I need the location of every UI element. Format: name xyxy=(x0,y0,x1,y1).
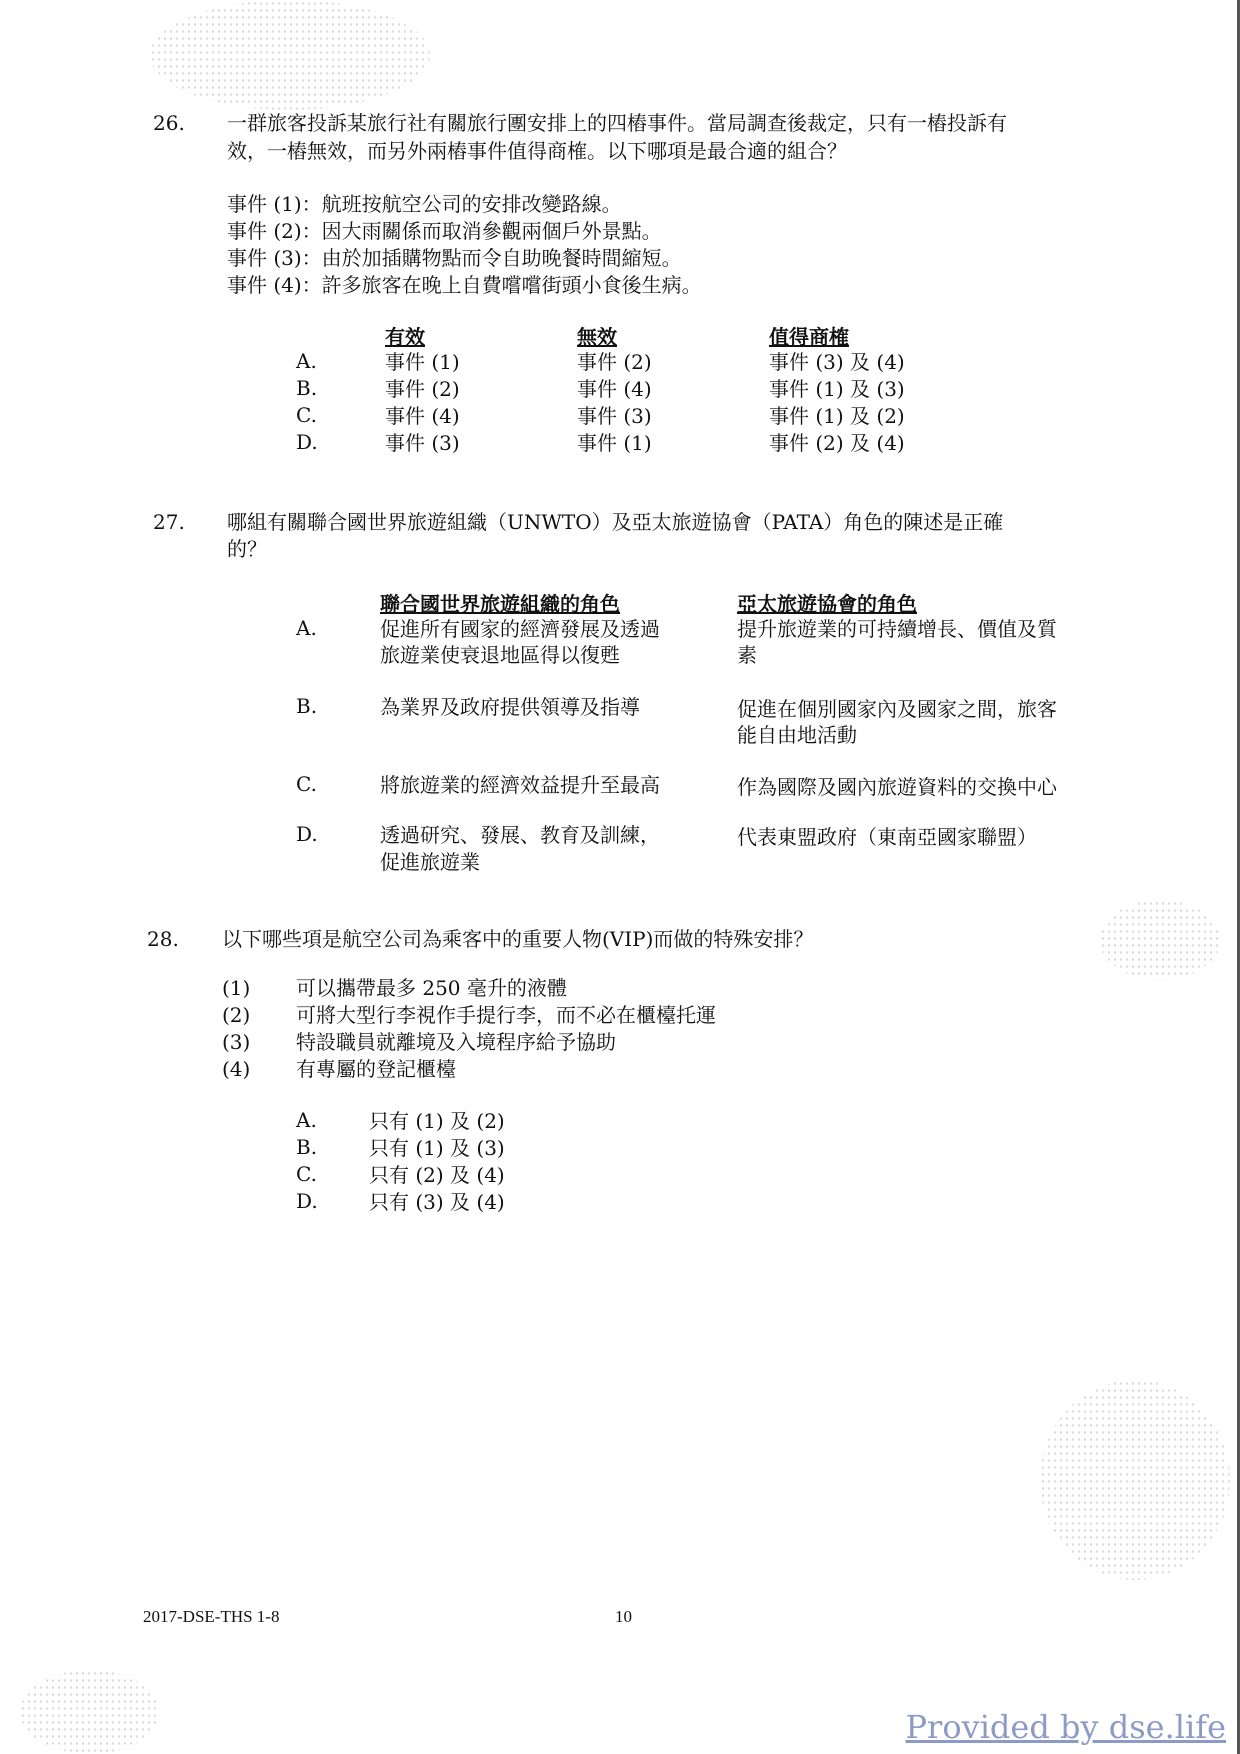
paper-code: 2017-DSE-THS 1-8 xyxy=(143,1607,280,1626)
question-28-number: 28. xyxy=(147,927,179,951)
option-letter: D. xyxy=(296,1189,318,1213)
option-letter: C. xyxy=(296,1162,317,1186)
option-pata-line: 作為國際及國內旅遊資料的交換中心 xyxy=(737,775,1057,799)
statement-text: 可將大型行李視作手提行李，而不必在櫃檯托運 xyxy=(296,1003,716,1027)
header-valid: 有效 xyxy=(385,325,425,349)
option-letter: B. xyxy=(296,1135,318,1159)
statement-text: 特設職員就離境及入境程序給予協助 xyxy=(296,1030,616,1054)
question-26-number: 26. xyxy=(153,111,185,135)
option-valid: 事件 (2) xyxy=(385,377,460,401)
option-text: 只有 (3) 及 (4) xyxy=(369,1190,505,1214)
option-invalid: 事件 (2) xyxy=(577,350,652,374)
event-1: 事件 (1)：航班按航空公司的安排改變路線。 xyxy=(227,192,622,216)
option-invalid: 事件 (4) xyxy=(577,377,652,401)
option-debatable: 事件 (2) 及 (4) xyxy=(769,431,905,455)
option-pata-line: 促進在個別國家內及國家之間，旅客 xyxy=(737,697,1057,721)
question-27-number: 27. xyxy=(153,510,185,534)
option-letter: D. xyxy=(296,430,318,454)
option-letter: A. xyxy=(296,349,317,373)
option-unwto-line: 透過研究、發展、教育及訓練， xyxy=(380,823,660,847)
option-letter: A. xyxy=(296,616,317,640)
statement-number: (1) xyxy=(222,976,251,1000)
option-pata-line: 能自由地活動 xyxy=(737,723,857,747)
page-number: 10 xyxy=(615,1607,632,1626)
question-28-stem: 以下哪些項是航空公司為乘客中的重要人物(VIP)而做的特殊安排？ xyxy=(222,927,814,951)
scan-speckle xyxy=(150,0,430,110)
question-26-stem-line1: 一群旅客投訴某旅行社有關旅行團安排上的四樁事件。當局調查後裁定，只有一樁投訴有 xyxy=(227,111,1007,135)
option-text: 只有 (1) 及 (3) xyxy=(369,1136,505,1160)
question-27-stem-line1: 哪組有關聯合國世界旅遊組織（UNWTO）及亞太旅遊協會（PATA）角色的陳述是正確 xyxy=(227,510,1004,534)
option-pata-line: 素 xyxy=(737,643,757,667)
option-unwto-line: 為業界及政府提供領導及指導 xyxy=(380,695,640,719)
option-unwto-line: 旅遊業使衰退地區得以復甦 xyxy=(380,643,620,667)
option-text: 只有 (2) 及 (4) xyxy=(369,1163,505,1187)
option-letter: C. xyxy=(296,772,317,796)
event-3: 事件 (3)：由於加插購物點而令自助晚餐時間縮短。 xyxy=(227,246,682,270)
statement-number: (4) xyxy=(222,1057,251,1081)
header-debatable: 值得商榷 xyxy=(769,325,849,349)
option-valid: 事件 (4) xyxy=(385,404,460,428)
option-valid: 事件 (3) xyxy=(385,431,460,455)
option-unwto-line: 促進旅遊業 xyxy=(380,850,480,874)
event-4: 事件 (4)：許多旅客在晚上自費嚐嚐街頭小食後生病。 xyxy=(227,273,702,297)
option-letter: D. xyxy=(296,822,318,846)
option-unwto-line: 促進所有國家的經濟發展及透過 xyxy=(380,617,660,641)
option-invalid: 事件 (3) xyxy=(577,404,652,428)
option-letter: C. xyxy=(296,403,317,427)
header-invalid: 無效 xyxy=(577,325,617,349)
option-debatable: 事件 (1) 及 (2) xyxy=(769,404,905,428)
option-pata-line: 代表東盟政府（東南亞國家聯盟） xyxy=(737,825,1037,849)
statement-number: (2) xyxy=(222,1003,251,1027)
option-valid: 事件 (1) xyxy=(385,350,460,374)
statement-number: (3) xyxy=(222,1030,251,1054)
scan-speckle xyxy=(1040,1380,1230,1580)
option-letter: B. xyxy=(296,694,318,718)
header-unwto-role: 聯合國世界旅遊組織的角色 xyxy=(380,592,620,616)
statement-text: 可以攜帶最多 250 毫升的液體 xyxy=(296,976,567,1000)
option-debatable: 事件 (3) 及 (4) xyxy=(769,350,905,374)
option-text: 只有 (1) 及 (2) xyxy=(369,1109,505,1133)
statement-text: 有專屬的登記櫃檯 xyxy=(296,1057,456,1081)
question-27-stem-line2: 的？ xyxy=(227,537,267,561)
scan-speckle xyxy=(1100,900,1220,980)
option-pata-line: 提升旅遊業的可持續增長、價值及質 xyxy=(737,617,1057,641)
event-2: 事件 (2)：因大雨關係而取消參觀兩個戶外景點。 xyxy=(227,219,662,243)
scan-speckle xyxy=(20,1670,160,1754)
header-pata-role: 亞太旅遊協會的角色 xyxy=(737,592,917,616)
question-26-stem-line2: 效，一樁無效，而另外兩樁事件值得商榷。以下哪項是最合適的組合？ xyxy=(227,139,847,163)
option-letter: A. xyxy=(296,1108,317,1132)
provided-by-link[interactable]: Provided by dse.life xyxy=(905,1708,1226,1746)
option-debatable: 事件 (1) 及 (3) xyxy=(769,377,905,401)
option-letter: B. xyxy=(296,376,318,400)
option-unwto-line: 將旅遊業的經濟效益提升至最高 xyxy=(380,773,660,797)
option-invalid: 事件 (1) xyxy=(577,431,652,455)
